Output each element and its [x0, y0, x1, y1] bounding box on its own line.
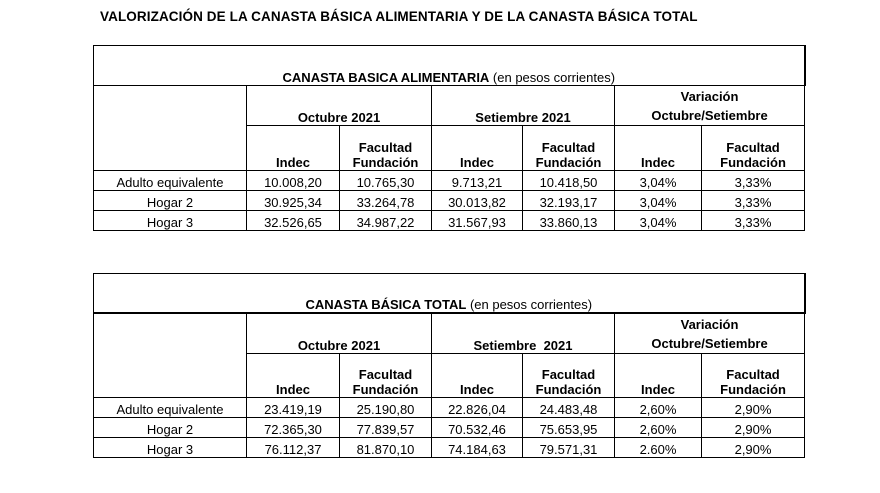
- table-row: [94, 211, 805, 231]
- cba-sub-sep-facultad-line1: Facultad: [541, 140, 596, 155]
- cell-oct-facultad: 77.839,57: [340, 418, 432, 438]
- cbt-sub-var-facultad-line2: Fundación: [720, 382, 786, 397]
- cell-sep-indec: 30.013,82: [432, 191, 523, 211]
- cbt-sub-oct-indec: Indec: [247, 354, 340, 398]
- cba-variation-line2: Octubre/Setiembre: [651, 108, 768, 123]
- cell-oct-facultad: 81.870,10: [340, 438, 432, 458]
- row-label: Hogar 3: [94, 211, 247, 231]
- cbt-corner-cell: [94, 313, 247, 398]
- cba-group-october: Octubre 2021: [247, 86, 432, 126]
- cell-var-indec: 2,60%: [615, 418, 702, 438]
- cbt-sub-sep-facultad: [523, 354, 615, 398]
- cbt-sub-var-indec: Indec: [615, 354, 702, 398]
- cbt-caption-title: CANASTA BÁSICA TOTAL: [305, 296, 467, 312]
- cell-var-indec: 2.60%: [615, 438, 702, 458]
- document-title: VALORIZACIÓN DE LA CANASTA BÁSICA ALIMENTARIA Y DE LA CANASTA BÁSICA TOTAL: [100, 9, 698, 24]
- cbt-table: [93, 273, 806, 458]
- table-row: [94, 438, 805, 458]
- cba-sub-var-facultad-line1: Facultad: [726, 140, 780, 155]
- cba-group-variation: [615, 86, 805, 126]
- cba-caption: [94, 66, 805, 86]
- row-label: Adulto equivalente: [94, 398, 247, 418]
- cbt-sub-var-facultad: [702, 354, 805, 398]
- cbt-caption: [94, 294, 805, 313]
- cell-oct-indec: 10.008,20: [247, 171, 340, 191]
- cba-sub-var-facultad: [702, 126, 805, 171]
- cell-oct-indec: 76.112,37: [247, 438, 340, 458]
- cell-sep-facultad: 24.483,48: [523, 398, 615, 418]
- cba-caption-title: CANASTA BASICA ALIMENTARIA: [282, 70, 490, 85]
- cbt-sub-sep-facultad-line2: Fundación: [535, 382, 602, 397]
- cell-var-facultad: 2,90%: [702, 438, 805, 458]
- cell-sep-facultad: 32.193,17: [523, 191, 615, 211]
- cell-oct-indec: 72.365,30: [247, 418, 340, 438]
- cell-sep-facultad: 33.860,13: [523, 211, 615, 231]
- cba-sub-oct-indec: Indec: [247, 126, 340, 171]
- cba-sub-var-facultad-line2: Fundación: [720, 155, 786, 170]
- cell-sep-indec: 74.184,63: [432, 438, 523, 458]
- cba-caption-note: (en pesos corrientes): [489, 70, 616, 85]
- cell-oct-indec: 32.526,65: [247, 211, 340, 231]
- cba-caption-spacer: [94, 46, 805, 66]
- cell-var-indec: 3,04%: [615, 191, 702, 211]
- cell-var-facultad: 2,90%: [702, 398, 805, 418]
- cell-sep-indec: 70.532,46: [432, 418, 523, 438]
- cba-variation-line1: Variación: [680, 89, 739, 104]
- cbt-variation-line1: Variación: [680, 317, 739, 332]
- row-label: Hogar 2: [94, 418, 247, 438]
- table-row: [94, 418, 805, 438]
- cba-sub-oct-facultad-line2: Fundación: [352, 155, 419, 170]
- cbt-caption-note: (en pesos corrientes): [466, 296, 593, 312]
- cell-var-facultad: 3,33%: [702, 191, 805, 211]
- cba-corner-cell: [94, 86, 247, 171]
- cbt-sub-var-facultad-line1: Facultad: [726, 367, 780, 382]
- cell-sep-facultad: 75.653,95: [523, 418, 615, 438]
- cell-oct-facultad: 34.987,22: [340, 211, 432, 231]
- cba-sub-sep-facultad-line2: Fundación: [535, 155, 602, 170]
- cell-var-indec: 3,04%: [615, 211, 702, 231]
- cell-oct-indec: 30.925,34: [247, 191, 340, 211]
- table-row: [94, 191, 805, 211]
- cell-sep-indec: 22.826,04: [432, 398, 523, 418]
- cell-sep-facultad: 79.571,31: [523, 438, 615, 458]
- cba-sub-oct-facultad-line1: Facultad: [358, 140, 413, 155]
- cell-var-facultad: 3,33%: [702, 211, 805, 231]
- cbt-group-september: Setiembre 2021: [432, 313, 615, 354]
- cbt-sub-sep-indec: Indec: [432, 354, 523, 398]
- row-label: Hogar 2: [94, 191, 247, 211]
- cba-sub-oct-facultad: [340, 126, 432, 171]
- cell-oct-facultad: 25.190,80: [340, 398, 432, 418]
- cbt-sub-oct-facultad-line2: Fundación: [352, 382, 419, 397]
- cba-sub-var-indec: Indec: [615, 126, 702, 171]
- cell-var-indec: 3,04%: [615, 171, 702, 191]
- cell-sep-indec: 9.713,21: [432, 171, 523, 191]
- cell-oct-facultad: 33.264,78: [340, 191, 432, 211]
- cbt-sub-oct-facultad-line1: Facultad: [358, 367, 413, 382]
- cell-var-facultad: 2,90%: [702, 418, 805, 438]
- cell-var-indec: 2,60%: [615, 398, 702, 418]
- cell-sep-facultad: 10.418,50: [523, 171, 615, 191]
- row-label: Hogar 3: [94, 438, 247, 458]
- cell-var-facultad: 3,33%: [702, 171, 805, 191]
- cell-sep-indec: 31.567,93: [432, 211, 523, 231]
- row-label: Adulto equivalente: [94, 171, 247, 191]
- cba-group-september: Setiembre 2021: [432, 86, 615, 126]
- cba-sub-sep-facultad: [523, 126, 615, 171]
- cell-oct-indec: 23.419,19: [247, 398, 340, 418]
- cbt-caption-spacer: [94, 274, 805, 294]
- cell-oct-facultad: 10.765,30: [340, 171, 432, 191]
- cbt-group-variation: [615, 313, 805, 354]
- cbt-variation-line2: Octubre/Setiembre: [651, 336, 768, 351]
- cba-sub-sep-indec: Indec: [432, 126, 523, 171]
- table-row: [94, 398, 805, 418]
- cbt-sub-oct-facultad: [340, 354, 432, 398]
- cbt-group-october: Octubre 2021: [247, 313, 432, 354]
- cbt-sub-sep-facultad-line1: Facultad: [541, 367, 596, 382]
- cba-table: [93, 45, 806, 231]
- table-row: [94, 171, 805, 191]
